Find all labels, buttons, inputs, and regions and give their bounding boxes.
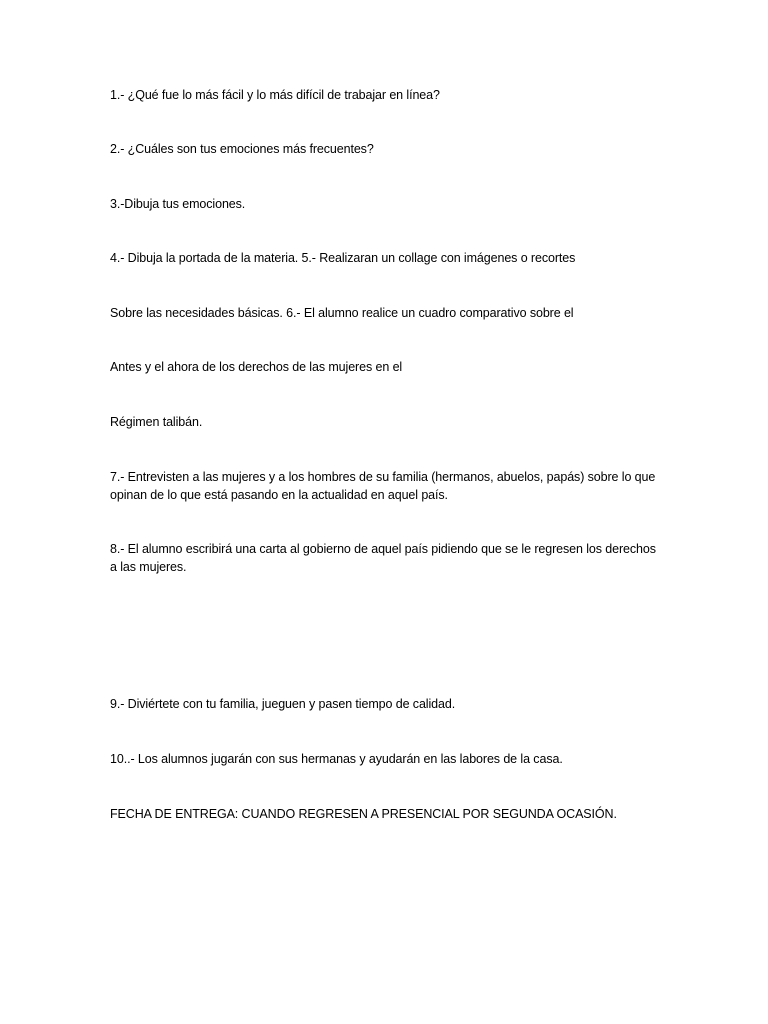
activity-9: 9.- Diviértete con tu familia, jueguen y pasen tiempo de calidad. — [110, 697, 456, 711]
activity-10: 10..- Los alumnos jugarán con sus hermanas y ayudarán en las labores de la casa. — [110, 752, 563, 766]
activity-8: 8.- El alumno escribirá una carta al gobierno de aquel país pidiendo que se le regresen los derechos a las mujeres. — [110, 542, 656, 574]
due-date: FECHA DE ENTREGA: CUANDO REGRESEN A PRESENCIAL POR SEGUNDA OCASIÓN. — [110, 807, 617, 821]
activity-3: 3.-Dibuja tus emociones. — [110, 197, 246, 211]
activity-6-end: Régimen talibán. — [110, 415, 203, 429]
activity-7: 7.- Entrevisten a las mujeres y a los hombres de su familia (hermanos, abuelos, papás) sobre lo que opinan de lo que está pasando en la actualidad en aquel país. — [110, 470, 656, 502]
question-1: 1.- ¿Qué fue lo más fácil y lo más difícil de trabajar en línea? — [110, 88, 440, 102]
activity-4-5: 4.- Dibuja la portada de la materia. 5.- Realizaran un collage con imágenes o recortes — [110, 251, 576, 265]
question-2: 2.- ¿Cuáles son tus emociones más frecuentes? — [110, 142, 374, 156]
activity-5-6-continued: Sobre las necesidades básicas. 6.- El alumno realice un cuadro comparativo sobre el — [110, 306, 574, 320]
activity-6-continued: Antes y el ahora de los derechos de las mujeres en el — [110, 360, 403, 374]
